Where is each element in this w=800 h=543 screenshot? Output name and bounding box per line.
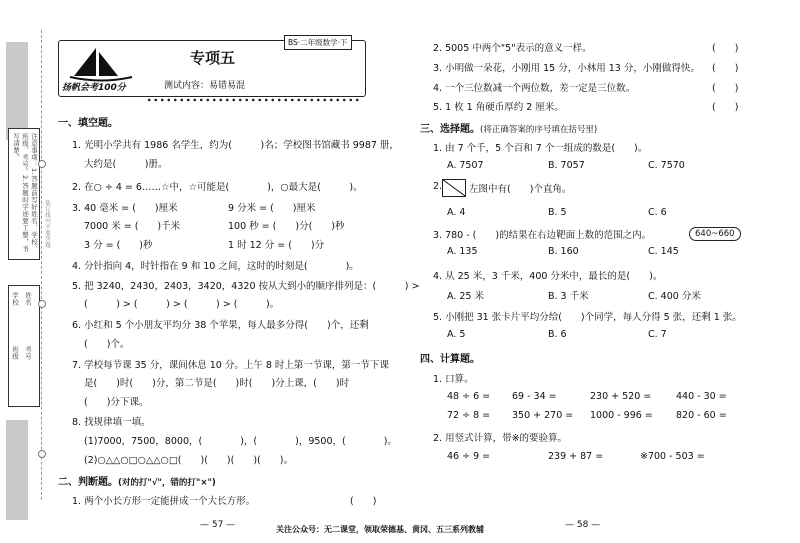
page-number-left: — 57 — (200, 520, 236, 530)
judge-3: 3. 小明做一朵花，小刚用 15 分，小林用 13 分，小刚做得快。 (433, 63, 700, 74)
calc-1-r2-c2: 350 + 270 = (512, 410, 574, 421)
binding-hole-middle (38, 300, 46, 308)
question-3-r3a: 3 分 = ( )秒 (84, 240, 153, 251)
choice-2-num: 2. (433, 181, 443, 192)
judge-4-paren: ( ) (712, 83, 739, 94)
section-choice-title: 三、选择题。 (420, 124, 480, 135)
section-calc-title: 四、计算题。 (420, 354, 480, 365)
choice-1-opt-b: B. 7057 (548, 160, 585, 171)
judge-5: 5. 1 枚 1 角硬币厚约 2 厘米。 (433, 102, 564, 113)
section-fill-title: 一、填空题。 (58, 118, 118, 129)
question-3-r3b: 1 时 12 分 = ( )分 (228, 240, 325, 251)
square-diagonal-figure (442, 179, 466, 197)
section-judge-note: (对的打"√"，错的打"×") (118, 478, 216, 488)
choice-5-opt-a: A. 5 (447, 329, 466, 340)
choice-2-opt-b: B. 5 (548, 207, 567, 218)
notice-text: 注意事项：1.答题前写好姓名、学校、班级、考号。2.答题时字迹要工整，书写清楚。 (12, 133, 38, 253)
question-8-2: (2)○△△○□○△△○□( )( )( )( )。 (84, 455, 293, 466)
question-3-r2b: 100 秒 = ( )分( )秒 (228, 221, 345, 232)
calc-2-c1: 46 ÷ 9 = (447, 451, 491, 462)
choice-4-opt-b: B. 3 千米 (548, 291, 589, 302)
question-1b: 大约是( )册。 (84, 159, 168, 170)
calc-2-c2: 239 + 87 = (548, 451, 604, 462)
choice-4-opt-a: A. 25 米 (447, 291, 484, 302)
calc-1-r1-c4: 440 - 30 = (676, 391, 727, 402)
choice-3: 3. 780 - ( )的结果在右边靶面上数的范围之内。 (433, 230, 652, 241)
choice-4: 4. 从 25 米，3 千米，400 分米中，最长的是( )。 (433, 271, 663, 282)
choice-4-opt-c: C. 400 分米 (648, 291, 701, 302)
calc-1-r2-c1: 72 ÷ 8 = (447, 410, 491, 421)
choice-5: 5. 小刚把 31 张卡片平均分给( )个同学，每人分得 5 张，还剩 1 张。 (433, 312, 742, 323)
question-6a: 6. 小红和 5 个小朋友平均分 38 个苹果，每人最多分得( )个，还剩 (72, 320, 369, 331)
choice-1-opt-a: A. 7507 (447, 160, 484, 171)
binding-hole-bottom (38, 450, 46, 458)
seal-line-text: 装订线内不要答题 (44, 200, 50, 248)
binding-hole-top (38, 160, 46, 168)
section-choice (420, 120, 597, 135)
question-7c: ( )分下课。 (84, 397, 149, 408)
choice-5-opt-b: B. 6 (548, 329, 567, 340)
page-number-right: — 58 — (565, 520, 601, 530)
judge-3-paren: ( ) (712, 63, 739, 74)
school-label: 学校 (11, 292, 19, 306)
logo-text: 扬帆会考100分 (62, 83, 126, 93)
judge-5-paren: ( ) (712, 102, 739, 113)
question-2: 2. 在○ ÷ 4 = 6……☆中，☆可能是( )，○最大是( )。 (72, 182, 363, 193)
notice-box (8, 128, 40, 260)
calc-2-c3: ※700 - 503 = (640, 451, 705, 462)
calc-1-r1-c3: 230 + 520 = (590, 391, 652, 402)
question-4: 4. 分针指向 4，时针指在 9 和 10 之间，这时的时刻是( )。 (72, 261, 359, 272)
question-3-r1a: 3. 40 毫米 = ( )厘米 (72, 203, 178, 214)
calc-1: 1. 口算。 (433, 374, 474, 385)
judge-4: 4. 一个三位数减一个两位数，差一定是三位数。 (433, 83, 636, 94)
section-choice-note: (将正确答案的序号填在括号里) (480, 125, 598, 135)
page-title: 专项五 (190, 49, 236, 67)
name-label: 姓名 (24, 292, 32, 306)
choice-3-opt-a: A. 135 (447, 246, 478, 257)
calc-1-r2-c4: 820 - 60 = (676, 410, 727, 421)
choice-1: 1. 由 7 个千，5 个百和 7 个一组成的数是( )。 (433, 143, 648, 154)
choice-3-opt-c: C. 145 (648, 246, 679, 257)
judge-1: 1. 两个小长方形一定能拼成一个大长方形。 (72, 496, 256, 507)
class-label: 班级 (11, 346, 19, 360)
judge-1-paren: ( ) (350, 496, 377, 507)
binding-strip (0, 0, 48, 543)
question-8: 8. 找规律填一填。 (72, 417, 151, 428)
decorative-dots (146, 97, 361, 103)
page-subtitle: 测试内容：易错易混 (164, 81, 246, 91)
choice-5-opt-c: C. 7 (648, 329, 667, 340)
id-label: 考号 (24, 346, 32, 360)
question-7b: 是( )时( )分，第二节是( )时( )分上课，( )时 (84, 378, 350, 389)
student-info-box (8, 285, 40, 407)
sailboat-logo-icon (66, 46, 136, 82)
question-3-r2a: 7000 米 = ( )千米 (84, 221, 181, 232)
binding-gray-block-top (6, 42, 28, 140)
judge-2: 2. 5005 中两个"5"表示的意义一样。 (433, 43, 592, 54)
calc-2: 2. 用竖式计算，带※的要验算。 (433, 433, 568, 444)
calc-1-r1-c2: 69 - 34 = (512, 391, 557, 402)
footer-text: 关注公众号：无二课堂，领取荣德基、黄冈、五三系列教辅 (276, 525, 484, 534)
question-3-r1b: 9 分米 = ( )厘米 (228, 203, 316, 214)
choice-2: 左图中有( )个直角。 (469, 184, 572, 195)
calc-1-r1-c1: 48 ÷ 6 = (447, 391, 491, 402)
question-1a: 1. 光明小学共有 1986 名学生，约为( )名；学校图书馆藏书 9987 册， (72, 140, 399, 151)
seal-dashed-line (41, 30, 42, 500)
choice-1-opt-c: C. 7570 (648, 160, 685, 171)
question-5a: 5. 把 3240，2430，2403，3420，4320 按从大到小的顺序排列是：( ) > (72, 281, 420, 292)
choice-3-opt-b: B. 160 (548, 246, 579, 257)
question-6b: ( )个。 (84, 339, 130, 350)
question-7a: 7. 学校每节课 35 分，课间休息 10 分。上午 8 时上第一节课，第一节下课 (72, 360, 389, 371)
section-judge-title: 二、判断题。 (58, 477, 118, 488)
judge-2-paren: ( ) (712, 43, 739, 54)
choice-2-opt-c: C. 6 (648, 207, 667, 218)
question-5b: ( ) > ( ) > ( ) > ( )。 (84, 299, 280, 310)
grade-tag: BS·二年级数学·下 (284, 35, 352, 50)
choice-2-opt-a: A. 4 (447, 207, 466, 218)
calc-1-r2-c3: 1000 - 996 = (590, 410, 653, 421)
target-range-badge: 640~660 (689, 227, 741, 241)
question-8-1: (1)7000，7500，8000，( )，( )，9500，( )。 (84, 436, 397, 447)
section-judge (58, 473, 216, 488)
binding-gray-block-bottom (6, 420, 28, 520)
